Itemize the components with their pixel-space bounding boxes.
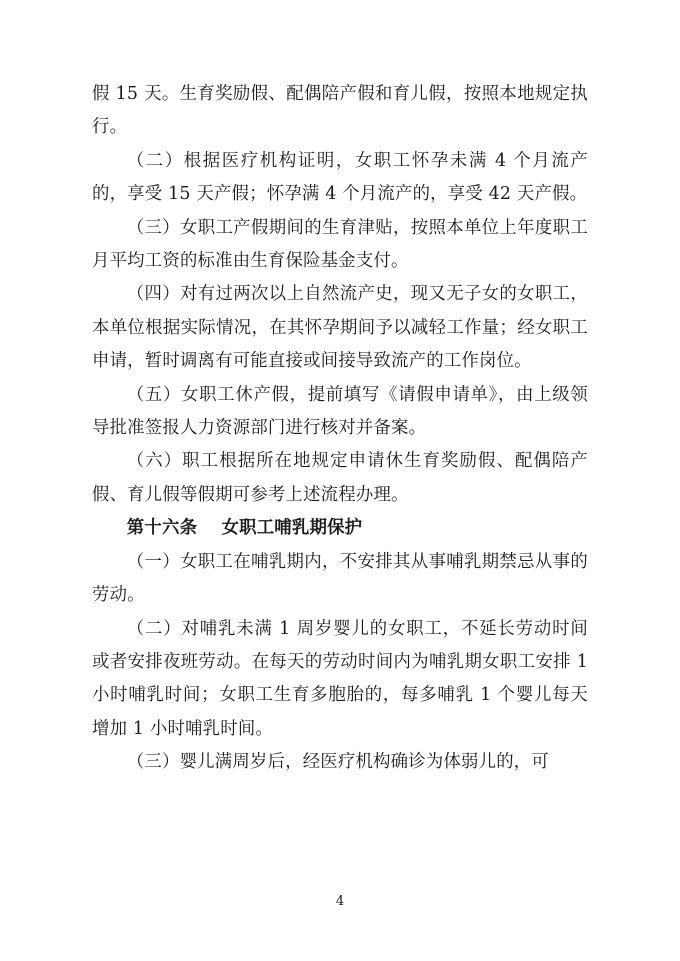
paragraph-item-8: （二）对哺乳未满 1 周岁婴儿的女职工，不延长劳动时间或者安排夜班劳动。在每天的劳动时间内为哺乳期女职工安排 1 小时哺乳时间；女职工生育多胞胎的，每多哺乳 1 个婴儿每天增加 1 小时哺乳时间。 <box>92 618 588 739</box>
paragraph-item-9: （三）婴儿满周岁后，经医疗机构确诊为体弱儿的，可 <box>126 752 549 773</box>
paragraph-item-3: （三）女职工产假期间的生育津贴，按照本单位上年度职工月平均工资的标准由生育保险基金支付。 <box>92 217 588 272</box>
section-heading-title: 女职工哺乳期保护 <box>221 518 363 539</box>
paragraph-item-4: （四）对有过两次以上自然流产史，现又无子女的女职工，本单位根据实际情况，在其怀孕期间予以减轻工作量；经女职工申请，暂时调离有可能直接或间接导致流产的工作岗位。 <box>92 284 588 372</box>
page-number: 4 <box>335 894 345 909</box>
section-heading-number: 第十六条 <box>126 518 198 539</box>
document-body <box>92 78 588 780</box>
section-heading-16 <box>92 512 588 545</box>
paragraph-item-7: （一）女职工在哺乳期内，不安排其从事哺乳期禁忌从事的劳动。 <box>92 551 588 606</box>
paragraph-item-2: （二）根据医疗机构证明，女职工怀孕未满 4 个月流产的，享受 15 天产假；怀孕满 4 个月流产的，享受 42 天产假。 <box>92 150 588 205</box>
paragraph-item-6: （六）职工根据所在地规定申请休生育奖励假、配偶陪产假、育儿假等假期可参考上述流程办理。 <box>92 451 588 505</box>
paragraph-item-5: （五）女职工休产假，提前填写《请假申请单》，由上级领导批准签报人力资源部门进行核对并备案。 <box>92 384 588 439</box>
paragraph-continuation: 假 15 天。生育奖励假、配偶陪产假和育儿假，按照本地规定执行。 <box>92 84 588 138</box>
